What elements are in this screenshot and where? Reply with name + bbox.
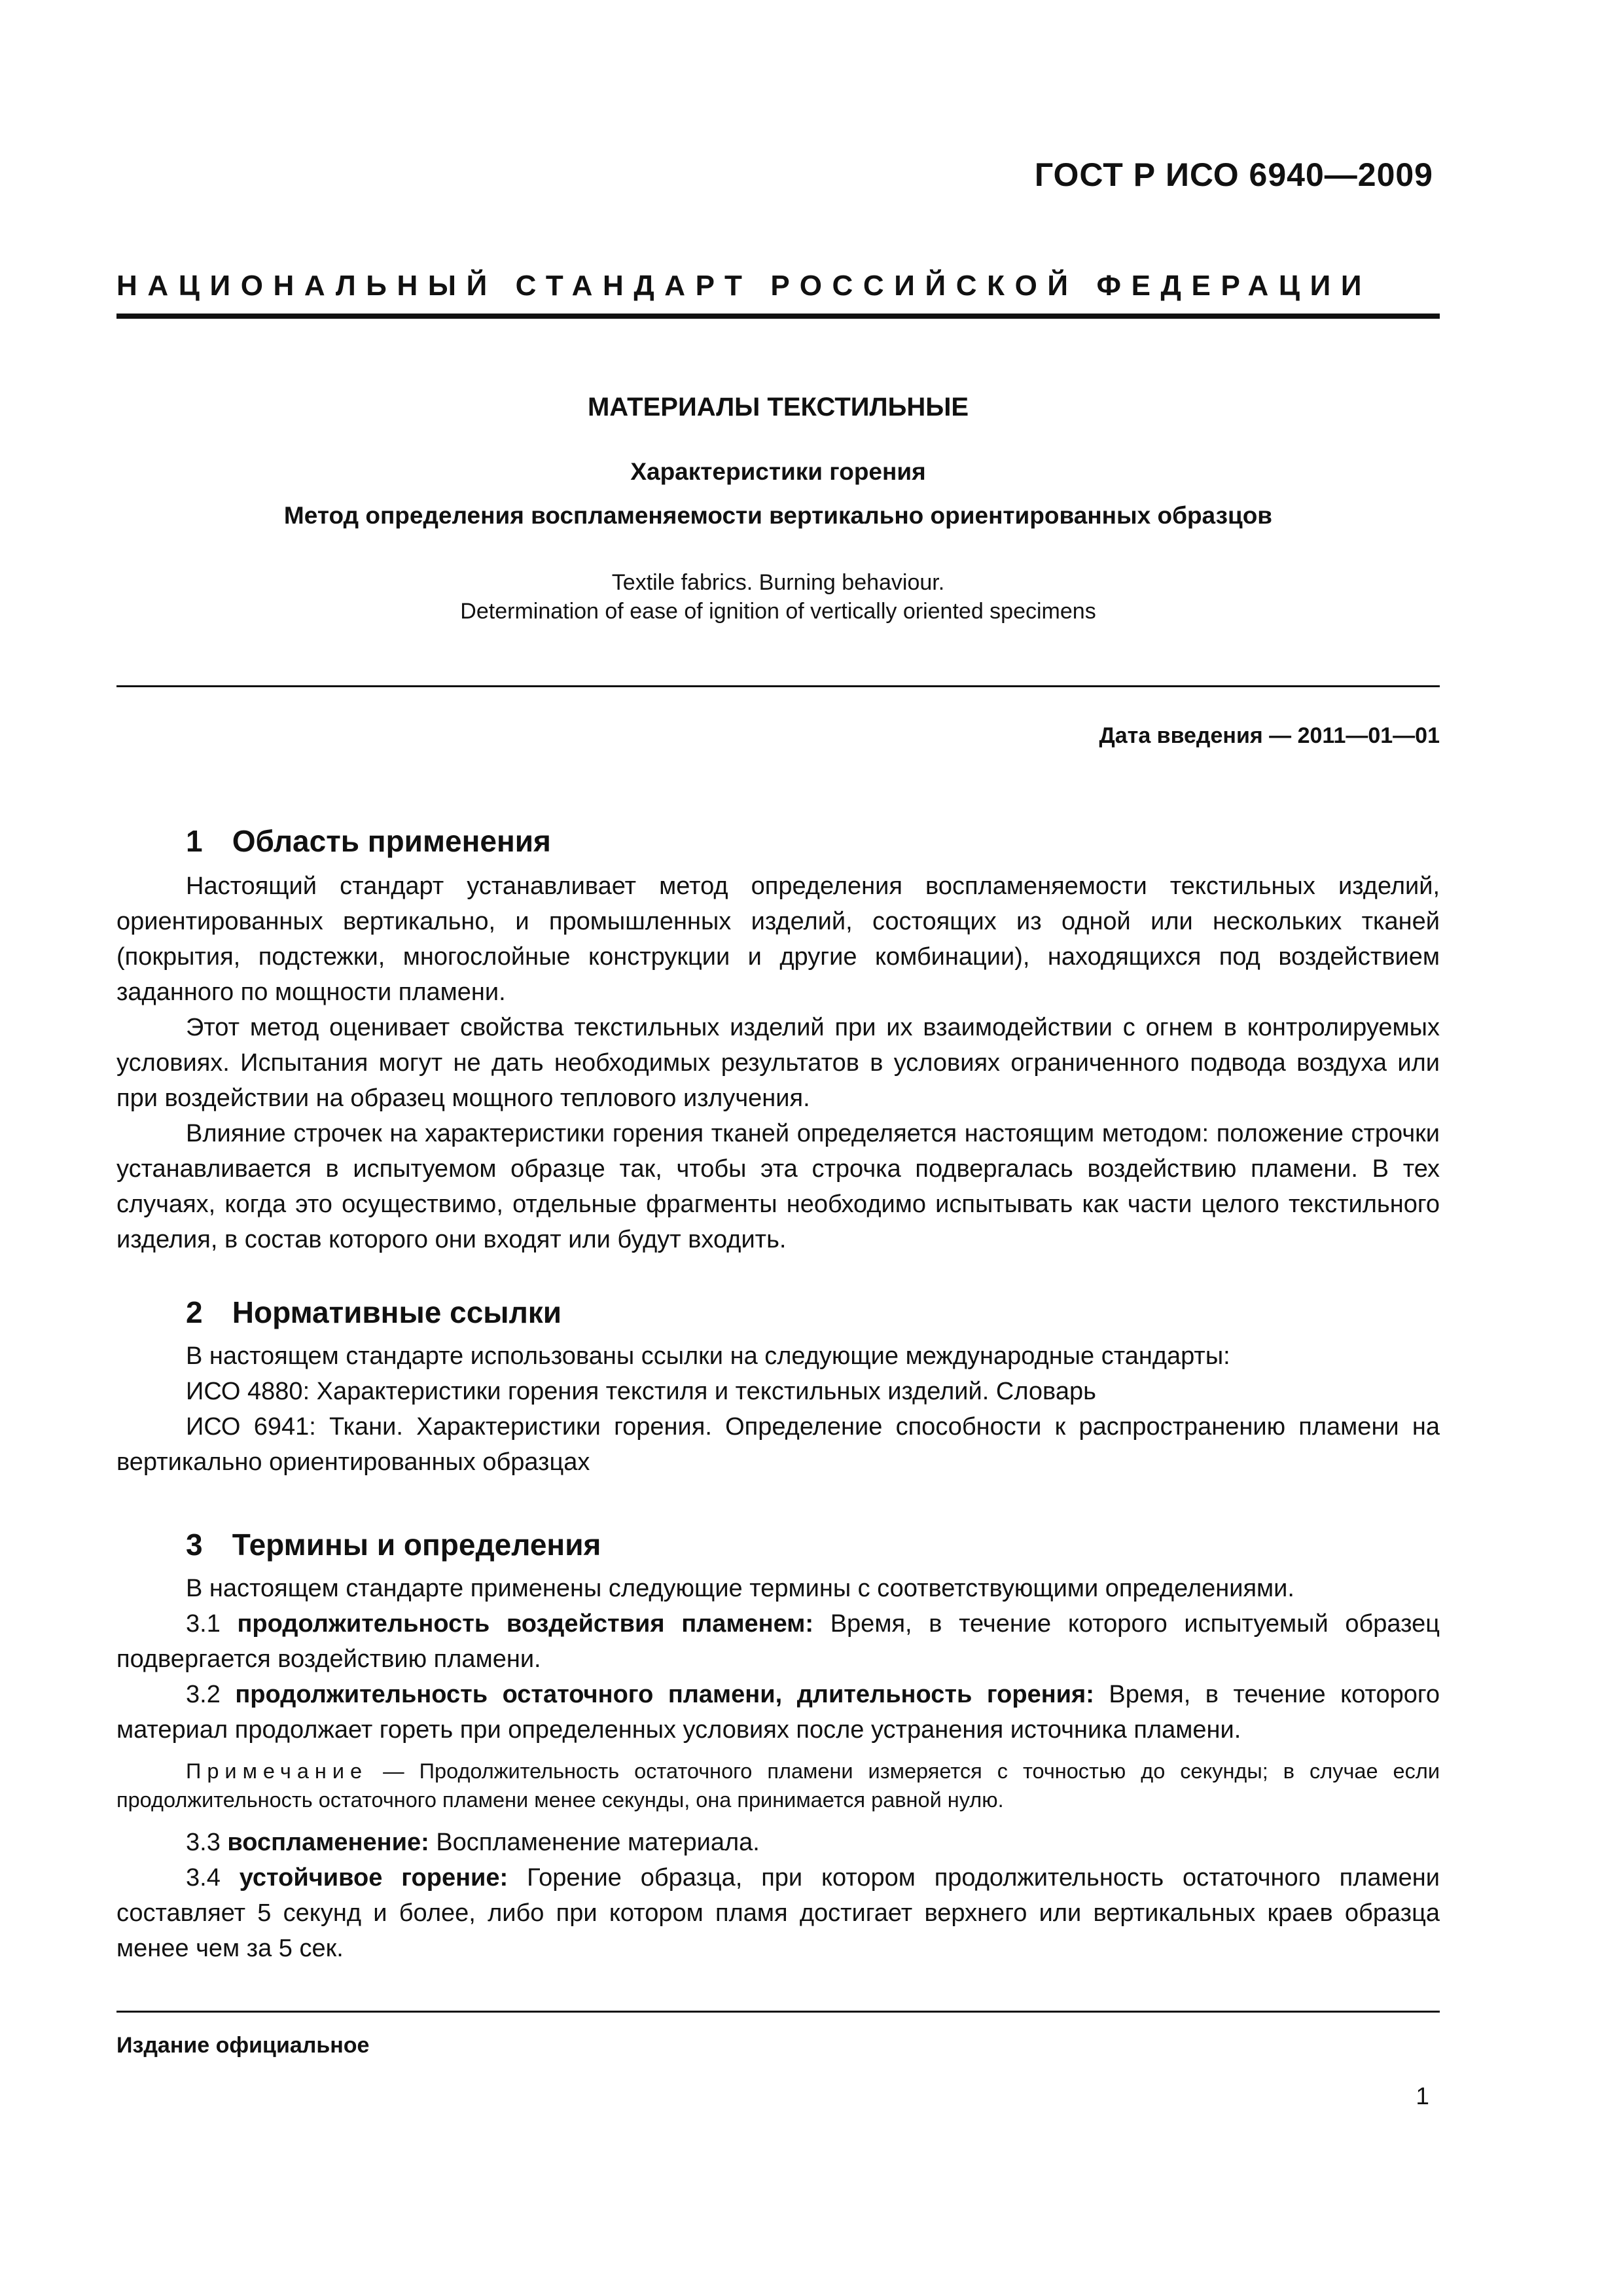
- section-heading: [116, 1525, 1440, 1564]
- edition-label: Издание официальное: [116, 2033, 370, 2058]
- term-definition-text: Время, в течение которого испытуемый образец подвергается воздействию пламени.: [116, 1610, 1440, 1673]
- term-definition: [116, 1677, 1440, 1748]
- term-definition: [116, 1606, 1440, 1677]
- paragraph: В настоящем стандарте использованы ссылки на следующие международные стандарты:: [186, 1342, 1230, 1370]
- introduction-date: Дата введения — 2011—01—01: [1099, 723, 1440, 748]
- gost-code: ГОСТ Р ИСО 6940—2009: [1034, 156, 1433, 193]
- english-title-line: Determination of ease of ignition of vertically oriented specimens: [460, 599, 1096, 624]
- term-definition-text: Горение образца, при котором продолжительность остаточного пламени составляет 5 секунд и более, либо при котором пламя достигает верхнего или вертикальных краев образца менее чем за 5 сек.: [116, 1864, 1440, 1962]
- english-title-line: Textile fabrics. Burning behaviour.: [611, 570, 945, 595]
- note-label: Примечание: [186, 1759, 368, 1783]
- section-title: Область применения: [232, 824, 551, 858]
- paragraph: Этот метод оценивает свойства текстильных изделий при их взаимодействии с огнем в контролируемых условиях. Испытания могут не дать необходимых результатов в условиях ограниченного подвода воздуха или при воздействии на образец мощного теплового излучения.: [116, 1014, 1440, 1112]
- paragraph: Настоящий стандарт устанавливает метод определения воспламеняемости текстильных изделий, ориентированных вертикально, и промышленных изделий, состоящих из одной или нескольких тканей (покрытия, подстежки, многослойные конструкции и другие комбинации), находящихся под воздействием заданного по мощности пламени.: [116, 872, 1440, 1006]
- reference-item: ИСО 6941: Ткани. Характеристики горения. Определение способности к распространению пламени на вертикально ориентированных образцах: [116, 1413, 1440, 1476]
- section-title: Термины и определения: [232, 1528, 601, 1562]
- document-title: МАТЕРИАЛЫ ТЕКСТИЛЬНЫЕ: [587, 393, 969, 422]
- term-number: 3.3: [186, 1829, 221, 1856]
- section-normative-references: [116, 1293, 1440, 1480]
- section-number: 2: [186, 1295, 203, 1329]
- footer-divider: [116, 2011, 1440, 2013]
- note-text: — Продолжительность остаточного пламени измеряется с точностью до секунды; в случае если продолжительность остаточного пламени менее секунды, она принимается равной нулю.: [116, 1759, 1440, 1812]
- term-definition: [116, 1825, 1440, 1860]
- note: [116, 1757, 1440, 1814]
- title-divider: [116, 685, 1440, 687]
- section-number: 3: [186, 1528, 203, 1562]
- section-scope: [116, 821, 1440, 1257]
- section-heading: [116, 1293, 1440, 1332]
- section-number: 1: [186, 824, 203, 858]
- section-title: Нормативные ссылки: [232, 1295, 562, 1329]
- term-definition: [116, 1860, 1440, 1966]
- term-number: 3.2: [186, 1681, 221, 1708]
- national-standard-heading: НАЦИОНАЛЬНЫЙ СТАНДАРТ РОССИЙСКОЙ ФЕДЕРАЦИИ: [116, 270, 1372, 302]
- term-number: 3.4: [186, 1864, 221, 1892]
- term-name: продолжительность остаточного пламени, длительность горения:: [235, 1681, 1094, 1708]
- reference-item: ИСО 4880: Характеристики горения текстиля и текстильных изделий. Словарь: [186, 1378, 1096, 1405]
- term-name: устойчивое горение:: [239, 1864, 508, 1892]
- term-name: продолжительность воздействия пламенем:: [237, 1610, 814, 1638]
- term-definition-text: Время, в течение которого материал продолжает гореть при определенных условиях после устранения источника пламени.: [116, 1681, 1440, 1744]
- paragraph: Влияние строчек на характеристики горения тканей определяется настоящим методом: положение строчки устанавливается в испытуемом образце так, чтобы эта строчка подвергалась воздействию пламени. В тех случаях, когда это осуществимо, отдельные фрагменты необходимо испытывать как части целого текстильного изделия, в состав которого они входят или будут входить.: [116, 1120, 1440, 1253]
- document-subtitle-method: Метод определения воспламеняемости вертикально ориентированных образцов: [283, 502, 1273, 529]
- section-terms-definitions: [116, 1525, 1440, 1966]
- paragraph: В настоящем стандарте применены следующие термины с соответствующими определениями.: [186, 1575, 1294, 1602]
- term-definition-text: Воспламенение материала.: [436, 1829, 760, 1856]
- document-subtitle: Характеристики горения: [630, 458, 926, 485]
- term-number: 3.1: [186, 1610, 221, 1638]
- header-divider: [116, 314, 1440, 319]
- section-heading: [116, 821, 1440, 861]
- term-name: воспламенение:: [227, 1829, 429, 1856]
- page-number: 1: [1416, 2083, 1429, 2109]
